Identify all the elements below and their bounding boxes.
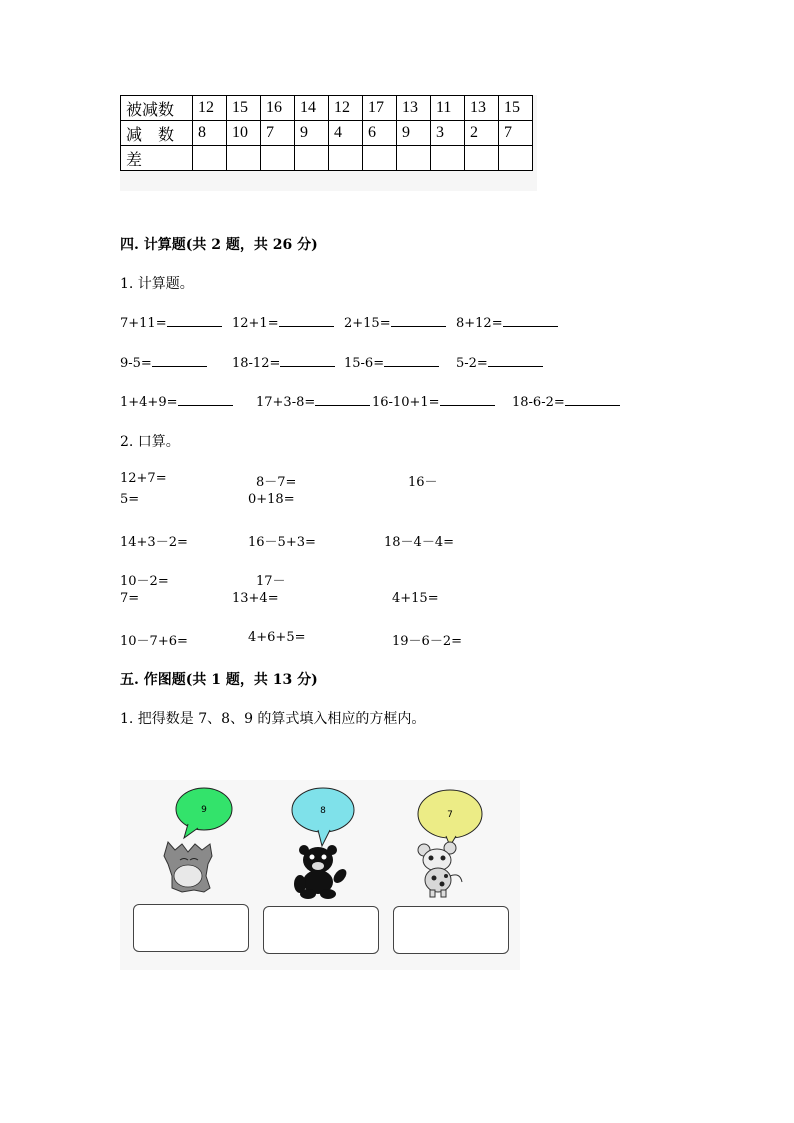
mouse-icon xyxy=(418,842,462,897)
oral-problem: 17－ xyxy=(256,574,286,589)
speech-bubble xyxy=(292,788,354,846)
oral-problem: 12+7= xyxy=(120,471,167,486)
answer-picture xyxy=(120,780,520,970)
answer-blank[interactable] xyxy=(178,393,233,406)
problem: 15-6= xyxy=(344,354,439,371)
oral-problem: 10－7+6= xyxy=(120,634,188,649)
answer-blank[interactable] xyxy=(565,393,620,406)
answer-cell[interactable] xyxy=(431,146,465,171)
table-cell: 12 xyxy=(329,96,363,121)
oral-problem: 13+4= xyxy=(232,591,279,606)
problem: 12+1= xyxy=(232,314,334,331)
table-row xyxy=(121,96,533,121)
row-header: 减 数 xyxy=(121,121,193,146)
monster-icon xyxy=(164,842,212,892)
answer-cell[interactable] xyxy=(465,146,499,171)
problem: 18-12= xyxy=(232,354,335,371)
table-cell: 8 xyxy=(193,121,227,146)
row-header: 差 xyxy=(121,146,193,171)
question-2-title: 2. 口算。 xyxy=(120,434,180,450)
answer-cell[interactable] xyxy=(193,146,227,171)
speech-bubble xyxy=(418,790,482,846)
oral-problem: 19－6－2= xyxy=(392,634,462,649)
speech-bubble xyxy=(176,788,232,838)
problem: 8+12= xyxy=(456,314,558,331)
table-cell: 11 xyxy=(431,96,465,121)
oral-problem: 8－7= xyxy=(256,475,297,490)
problem: 5-2= xyxy=(456,354,543,371)
answer-cell[interactable] xyxy=(397,146,431,171)
table-cell: 4 xyxy=(329,121,363,146)
problem: 1+4+9= xyxy=(120,393,233,410)
table-cell: 7 xyxy=(261,121,295,146)
table-cell: 7 xyxy=(499,121,533,146)
answer-box[interactable] xyxy=(393,906,509,954)
question-1-title: 1. 把得数是 7、8、9 的算式填入相应的方框内。 xyxy=(120,711,426,727)
answer-box[interactable] xyxy=(263,906,379,954)
table-cell: 13 xyxy=(465,96,499,121)
answer-blank[interactable] xyxy=(391,314,446,327)
oral-problem: 7= xyxy=(120,591,140,606)
oral-problem: 5= xyxy=(120,492,140,507)
row-header: 被减数 xyxy=(121,96,193,121)
table-cell: 13 xyxy=(397,96,431,121)
subtraction-table-area xyxy=(120,95,537,191)
answer-cell[interactable] xyxy=(329,146,363,171)
table-row xyxy=(121,146,533,171)
answer-blank[interactable] xyxy=(167,314,222,327)
table-cell: 14 xyxy=(295,96,329,121)
bubble-label: 7 xyxy=(447,810,453,820)
answer-blank[interactable] xyxy=(488,354,543,367)
answer-blank[interactable] xyxy=(315,393,370,406)
problem: 7+11= xyxy=(120,314,222,331)
problem: 2+15= xyxy=(344,314,446,331)
answer-cell[interactable] xyxy=(295,146,329,171)
oral-problem: 10－2= xyxy=(120,574,169,589)
answer-cell[interactable] xyxy=(261,146,295,171)
bubble-label: 9 xyxy=(201,805,207,815)
oral-problem: 4+6+5= xyxy=(248,630,306,645)
oral-problem: 4+15= xyxy=(392,591,439,606)
answer-blank[interactable] xyxy=(440,393,495,406)
table-cell: 17 xyxy=(363,96,397,121)
answer-cell[interactable] xyxy=(499,146,533,171)
section-5-title: 五. 作图题(共 1 题，共 13 分) xyxy=(120,672,318,688)
answer-cell[interactable] xyxy=(227,146,261,171)
table-cell: 15 xyxy=(227,96,261,121)
answer-blank[interactable] xyxy=(279,314,334,327)
table-cell: 2 xyxy=(465,121,499,146)
section-4-title: 四. 计算题(共 2 题，共 26 分) xyxy=(120,237,318,253)
answer-blank[interactable] xyxy=(503,314,558,327)
problem: 17+3-8= xyxy=(256,393,370,410)
oral-problem: 16－5+3= xyxy=(248,535,316,550)
problem: 18-6-2= xyxy=(512,393,620,410)
oral-problem: 18－4－4= xyxy=(384,535,454,550)
answer-blank[interactable] xyxy=(152,354,207,367)
answer-blank[interactable] xyxy=(384,354,439,367)
table-row xyxy=(121,121,533,146)
oral-problem: 16－ xyxy=(408,475,438,490)
table-cell: 9 xyxy=(295,121,329,146)
answer-blank[interactable] xyxy=(280,354,335,367)
table-cell: 10 xyxy=(227,121,261,146)
oral-problem: 0+18= xyxy=(248,492,295,507)
table-cell: 16 xyxy=(261,96,295,121)
problem: 9-5= xyxy=(120,354,207,371)
table-cell: 6 xyxy=(363,121,397,146)
table-cell: 12 xyxy=(193,96,227,121)
table-cell: 3 xyxy=(431,121,465,146)
bubble-label: 8 xyxy=(320,806,326,816)
table-cell: 9 xyxy=(397,121,431,146)
table-cell: 15 xyxy=(499,96,533,121)
answer-box[interactable] xyxy=(133,904,249,952)
question-1-title: 1. 计算题。 xyxy=(120,276,194,292)
answer-cell[interactable] xyxy=(363,146,397,171)
problem: 16-10+1= xyxy=(372,393,495,410)
subtraction-table xyxy=(120,95,533,171)
oral-problem: 14+3－2= xyxy=(120,535,188,550)
bear-icon xyxy=(294,845,349,899)
